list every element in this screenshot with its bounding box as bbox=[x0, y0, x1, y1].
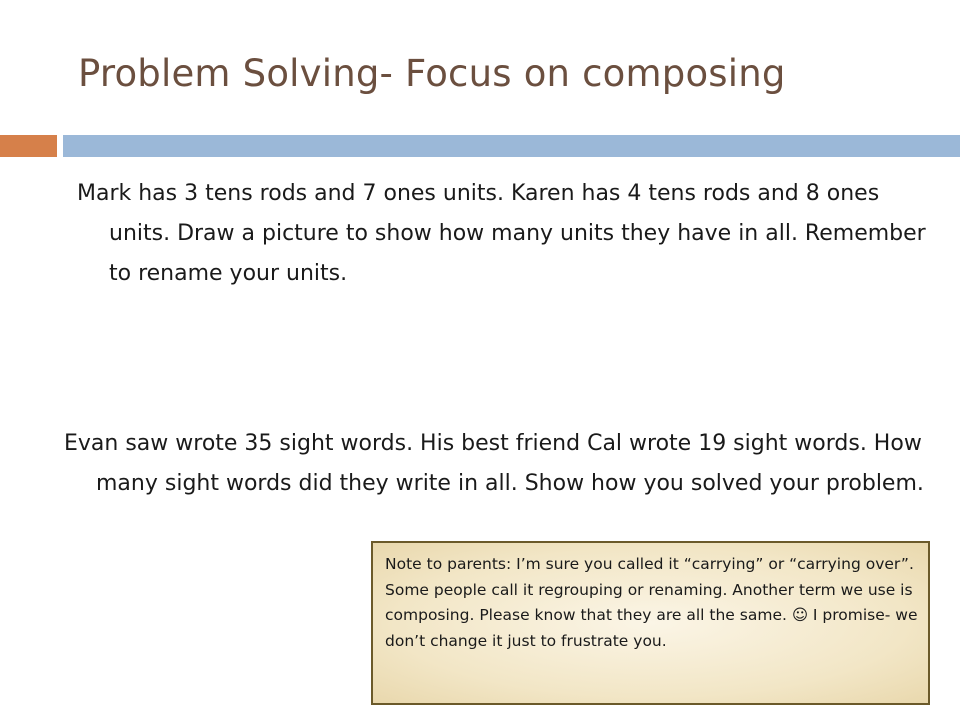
slide-title: Problem Solving- Focus on composing bbox=[78, 52, 786, 95]
word-problem-2: Evan saw wrote 35 sight words. His best friend Cal wrote 19 sight words. How many sight words did they write in all. Show how you solved your problem. bbox=[64, 431, 924, 496]
parent-note-box bbox=[371, 541, 930, 705]
accent-bar-blue bbox=[63, 135, 960, 157]
parent-note-text: Note to parents: I’m sure you called it “carrying” or “carrying over”. Some people call it regrouping or renaming. Another term we use is composing. Please know that they are all the same. ☺ I promise- we don’t change it just to frustrate you. bbox=[385, 555, 918, 650]
word-problem-1: Mark has 3 tens rods and 7 ones units. Karen has 4 tens rods and 8 ones units. Draw a picture to show how many units they have in all. Remember to rename your units. bbox=[77, 181, 926, 286]
accent-bar-orange bbox=[0, 135, 57, 157]
